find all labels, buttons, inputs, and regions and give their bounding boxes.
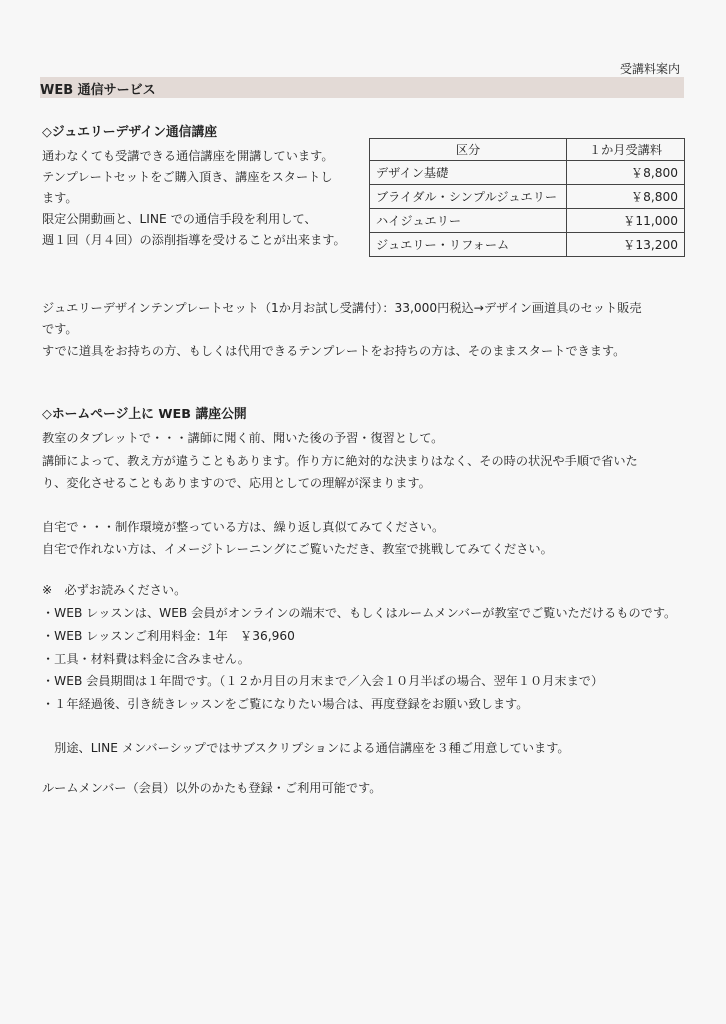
price-fee-cell: ￥8,800	[567, 185, 685, 209]
course1-line: 週１回（月４回）の添削指導を受けることが出来ます。	[42, 233, 346, 247]
table-row	[370, 161, 685, 185]
footer-line: 別途、LINE メンバーシップではサブスクリプションによる通信講座を３種ご用意しています。	[42, 741, 570, 755]
notes-heading: ※ 必ずお読みください。	[42, 583, 187, 597]
template-set-line: です。	[42, 322, 78, 336]
price-table-header-row	[370, 139, 685, 161]
section-title: WEB 通信サービス	[40, 83, 156, 98]
notes-item: ・１年経過後、引き続きレッスンをご覧になりたい場合は、再度登録をお願い致します。	[42, 697, 529, 711]
table-row	[370, 185, 685, 209]
price-category-cell: ハイジュエリー	[370, 209, 567, 233]
course2-line: り、変化させることもありますので、応用としての理解が深まります。	[42, 476, 431, 490]
price-table-header-fee: １か月受講料	[567, 139, 685, 161]
price-category-cell: デザイン基礎	[370, 161, 567, 185]
table-row	[370, 233, 685, 257]
price-fee-cell: ￥8,800	[567, 161, 685, 185]
price-category-cell: ジュエリー・リフォーム	[370, 233, 567, 257]
section-title-bar	[40, 77, 684, 98]
course1-line: ます。	[42, 191, 78, 205]
price-table	[369, 138, 685, 257]
template-set-line: ジュエリーデザインテンプレートセット（1か月お試し受講付）：33,000円税込→デザイン画道具のセット販売	[42, 301, 642, 315]
course1-heading: ◇ジュエリーデザイン通信講座	[42, 125, 218, 140]
notes-item: ・WEB レッスンご利用料金：1年 ￥36,960	[42, 629, 295, 643]
notes-item: ・WEB 会員期間は１年間です。（１２か月目の月末まで／入会１０月半ばの場合、翌年１０月末まで）	[42, 674, 604, 688]
notes-item: ・WEB レッスンは、WEB 会員がオンラインの端末で、もしくはルームメンバーが教室でご覧いただけるものです。	[42, 606, 677, 620]
price-category-cell: ブライダル・シンプルジュエリー	[370, 185, 567, 209]
course2-line: 講師によって、教え方が違うこともあります。作り方に絶対的な決まりはなく、その時の状況や手順で省いた	[42, 454, 638, 468]
notes-item: ・工具・材料費は料金に含みません。	[42, 652, 250, 666]
course1-line: テンプレートセットをご購入頂き、講座をスタートし	[42, 170, 333, 184]
course2-heading: ◇ホームページ上に WEB 講座公開	[42, 407, 247, 422]
home-study-line: 自宅で・・・制作環境が整っている方は、繰り返し真似てみてください。	[42, 520, 445, 534]
price-table-header-category: 区分	[370, 139, 567, 161]
price-fee-cell: ￥13,200	[567, 233, 685, 257]
course2-line: 教室のタブレットで・・・講師に聞く前、聞いた後の予習・復習として。	[42, 431, 444, 445]
home-study-line: 自宅で作れない方は、イメージトレーニングにご覧いただき、教室で挑戦してみてください。	[42, 542, 553, 556]
footer-line: ルームメンバー（会員）以外のかたも登録・ご利用可能です。	[42, 781, 382, 795]
course1-line: 限定公開動画と、LINE での通信手段を利用して、	[42, 212, 317, 226]
document-label: 受講料案内	[619, 62, 680, 76]
price-fee-cell: ￥11,000	[567, 209, 685, 233]
table-row	[370, 209, 685, 233]
template-set-line: すでに道具をお持ちの方、もしくは代用できるテンプレートをお持ちの方は、そのままスタートできます。	[42, 344, 626, 358]
course1-line: 通わなくても受講できる通信講座を開講しています。	[42, 149, 334, 163]
